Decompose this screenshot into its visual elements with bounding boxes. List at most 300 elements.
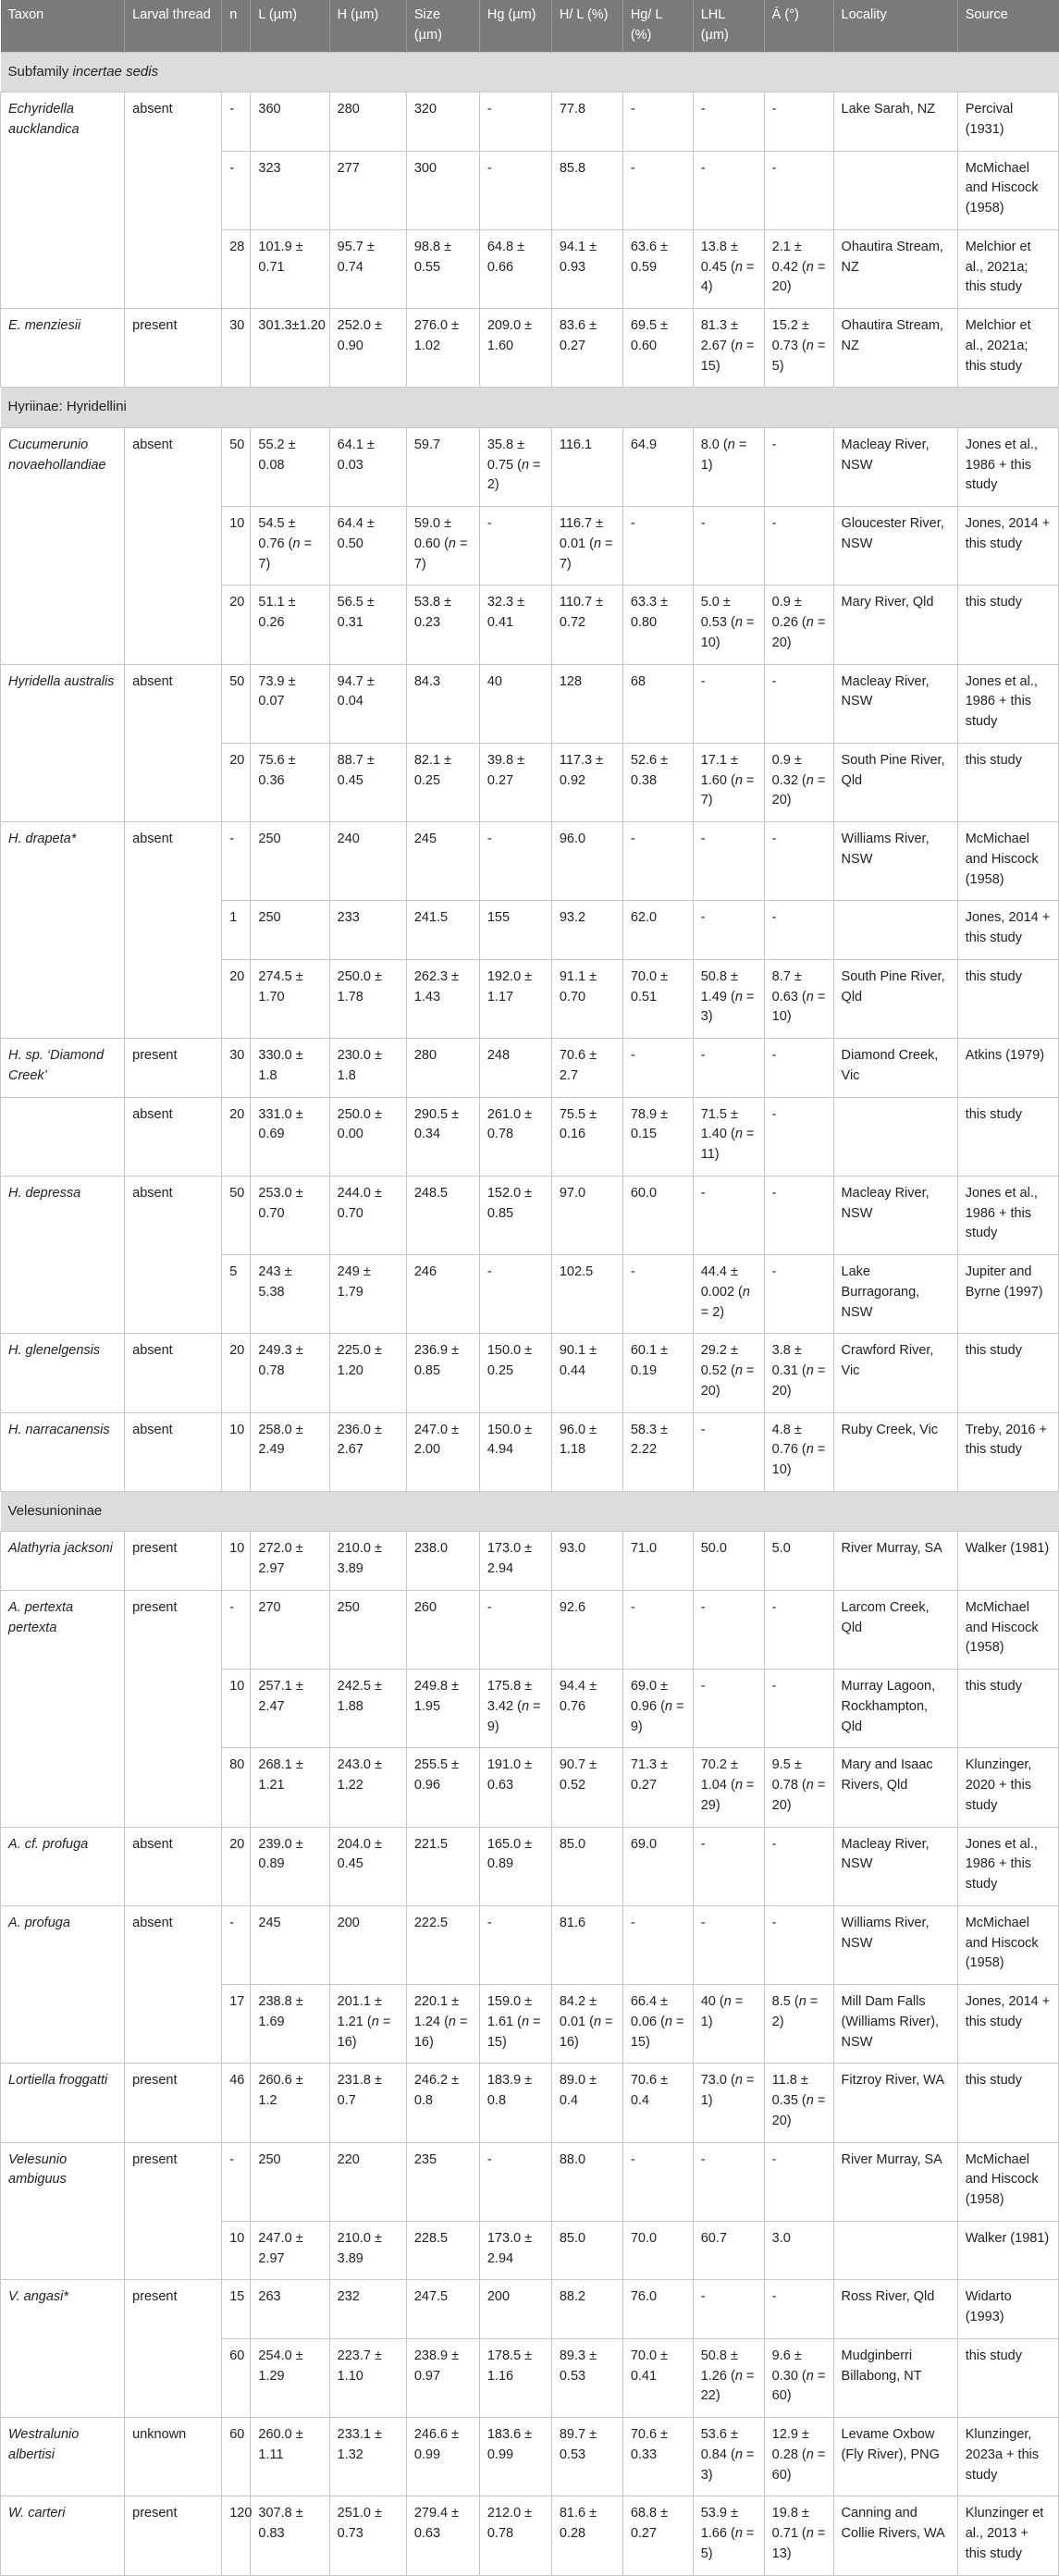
locality: South Pine River, Qld <box>833 743 957 821</box>
larval-thread: absent <box>125 1097 222 1176</box>
cell-l: 239.0 ± 0.89 <box>251 1827 329 1905</box>
cell-size: 246.2 ± 0.8 <box>406 2064 479 2142</box>
cell-lhl: - <box>693 2142 764 2221</box>
cell-hg: 212.0 ± 0.78 <box>479 2496 551 2575</box>
table-row <box>1 664 1059 743</box>
cell-lhl: - <box>693 92 764 152</box>
table-row <box>1 92 1059 152</box>
larval-thread: absent <box>125 1905 222 2064</box>
locality <box>833 2221 957 2280</box>
cell-h: 231.8 ± 0.7 <box>329 2064 406 2142</box>
cell-l: 360 <box>251 92 329 152</box>
larval-thread: present <box>125 1532 222 1591</box>
cell-hl: 117.3 ± 0.92 <box>551 743 622 821</box>
cell-hg: - <box>479 92 551 152</box>
cell-size: 53.8 ± 0.23 <box>406 585 479 664</box>
cell-hg: - <box>479 822 551 901</box>
cell-hgl: - <box>622 1039 693 1098</box>
larval-thread: present <box>125 1039 222 1098</box>
cell-l: 270 <box>251 1590 329 1669</box>
table-row <box>1 822 1059 901</box>
cell-a: 19.8 ± 0.71 (n = 13) <box>764 2496 833 2575</box>
cell-lhl: 13.8 ± 0.45 (n = 4) <box>693 229 764 308</box>
cell-hl: 85.0 <box>551 2221 622 2280</box>
larval-thread: absent <box>125 1412 222 1491</box>
cell-l: 250 <box>251 2142 329 2221</box>
cell-hg: - <box>479 1905 551 1984</box>
cell-hl: 89.0 ± 0.4 <box>551 2064 622 2142</box>
cell-hl: 110.7 ± 0.72 <box>551 585 622 664</box>
cell-l: 301.3±1.20 <box>251 309 329 388</box>
cell-h: 220 <box>329 2142 406 2221</box>
cell-h: 64.1 ± 0.03 <box>329 427 406 506</box>
cell-l: 254.0 ± 1.29 <box>251 2338 329 2417</box>
cell-h: 225.0 ± 1.20 <box>329 1334 406 1412</box>
source: Klunzinger et al., 2013 + this study <box>957 2496 1058 2575</box>
larval-thread: absent <box>125 1827 222 1905</box>
cell-a: 9.5 ± 0.78 (n = 20) <box>764 1748 833 1827</box>
table-row <box>1 1827 1059 1905</box>
cell-size: 228.5 <box>406 2221 479 2280</box>
locality: South Pine River, Qld <box>833 959 957 1038</box>
column-header: Hg (µm) <box>479 0 551 52</box>
cell-hg: 150.0 ± 0.25 <box>479 1334 551 1412</box>
locality <box>833 151 957 229</box>
cell-lhl: - <box>693 151 764 229</box>
cell-a: 0.9 ± 0.26 (n = 20) <box>764 585 833 664</box>
source: Walker (1981) <box>957 2221 1058 2280</box>
locality: Murray Lagoon, Rockhampton, Qld <box>833 1670 957 1748</box>
cell-hl: 94.4 ± 0.76 <box>551 1670 622 1748</box>
cell-n: 10 <box>222 1670 251 1748</box>
cell-n: 50 <box>222 1176 251 1254</box>
cell-h: 252.0 ± 0.90 <box>329 309 406 388</box>
cell-n: - <box>222 2142 251 2221</box>
cell-hgl: 68.8 ± 0.27 <box>622 2496 693 2575</box>
cell-h: 94.7 ± 0.04 <box>329 664 406 743</box>
cell-l: 75.6 ± 0.36 <box>251 743 329 821</box>
cell-hgl: 69.0 ± 0.96 (n = 9) <box>622 1670 693 1748</box>
cell-a: 12.9 ± 0.28 (n = 60) <box>764 2418 833 2496</box>
cell-hgl: - <box>622 1905 693 1984</box>
taxon-name: H. glenelgensis <box>1 1334 125 1412</box>
column-header: L (µm) <box>251 0 329 52</box>
cell-hl: 102.5 <box>551 1255 622 1334</box>
cell-a: 5.0 <box>764 1532 833 1591</box>
source: Percival (1931) <box>957 92 1058 152</box>
cell-hg: 152.0 ± 0.85 <box>479 1176 551 1254</box>
taxon-name: W. carteri <box>1 2496 125 2575</box>
cell-hg: 183.9 ± 0.8 <box>479 2064 551 2142</box>
cell-lhl: - <box>693 1905 764 1984</box>
source: Jones, 2014 + this study <box>957 901 1058 960</box>
cell-hgl: 78.9 ± 0.15 <box>622 1097 693 1176</box>
cell-hgl: 63.3 ± 0.80 <box>622 585 693 664</box>
cell-n: 60 <box>222 2418 251 2496</box>
column-header: Taxon <box>1 0 125 52</box>
cell-l: 331.0 ± 0.69 <box>251 1097 329 1176</box>
cell-h: 250.0 ± 0.00 <box>329 1097 406 1176</box>
cell-hl: 116.7 ± 0.01 (n = 7) <box>551 507 622 585</box>
cell-hl: 93.0 <box>551 1532 622 1591</box>
cell-hg: 39.8 ± 0.27 <box>479 743 551 821</box>
cell-l: 330.0 ± 1.8 <box>251 1039 329 1098</box>
locality: Ohautira Stream, NZ <box>833 229 957 308</box>
table-row <box>1 427 1059 506</box>
cell-size: 279.4 ± 0.63 <box>406 2496 479 2575</box>
cell-size: 238.9 ± 0.97 <box>406 2338 479 2417</box>
cell-lhl: - <box>693 1827 764 1905</box>
larval-thread: present <box>125 2280 222 2418</box>
cell-hgl: 60.0 <box>622 1176 693 1254</box>
cell-hl: 81.6 ± 0.28 <box>551 2496 622 2575</box>
cell-hl: 128 <box>551 664 622 743</box>
source: Jones et al., 1986 + this study <box>957 427 1058 506</box>
source: McMichael and Hiscock (1958) <box>957 151 1058 229</box>
cell-a: 15.2 ± 0.73 (n = 5) <box>764 309 833 388</box>
cell-lhl: 40 (n = 1) <box>693 1985 764 2064</box>
cell-hgl: - <box>622 92 693 152</box>
cell-l: 258.0 ± 2.49 <box>251 1412 329 1491</box>
cell-lhl: - <box>693 2280 764 2339</box>
cell-h: 233 <box>329 901 406 960</box>
cell-n: 60 <box>222 2338 251 2417</box>
cell-size: 280 <box>406 1039 479 1098</box>
cell-size: 221.5 <box>406 1827 479 1905</box>
locality: Ruby Creek, Vic <box>833 1412 957 1491</box>
cell-lhl: - <box>693 507 764 585</box>
table-row <box>1 1590 1059 1669</box>
larval-thread: absent <box>125 664 222 822</box>
locality: Williams River, NSW <box>833 822 957 901</box>
cell-size: 84.3 <box>406 664 479 743</box>
cell-l: 54.5 ± 0.76 (n = 7) <box>251 507 329 585</box>
header-row <box>1 0 1059 52</box>
cell-hgl: - <box>622 822 693 901</box>
section-title <box>1 52 1059 92</box>
larval-thread: present <box>125 2064 222 2142</box>
cell-hgl: 66.4 ± 0.06 (n = 15) <box>622 1985 693 2064</box>
cell-n: 20 <box>222 1334 251 1412</box>
cell-n: 17 <box>222 1985 251 2064</box>
column-header: Larval thread <box>125 0 222 52</box>
cell-hg: - <box>479 151 551 229</box>
cell-size: 220.1 ± 1.24 (n = 16) <box>406 1985 479 2064</box>
cell-hg: 165.0 ± 0.89 <box>479 1827 551 1905</box>
cell-h: 249 ± 1.79 <box>329 1255 406 1334</box>
cell-h: 244.0 ± 0.70 <box>329 1176 406 1254</box>
cell-hgl: - <box>622 151 693 229</box>
cell-hg: - <box>479 1590 551 1669</box>
larval-thread: absent <box>125 1176 222 1334</box>
cell-size: 247.0 ± 2.00 <box>406 1412 479 1491</box>
cell-l: 263 <box>251 2280 329 2339</box>
cell-n: 10 <box>222 2221 251 2280</box>
cell-n: - <box>222 822 251 901</box>
cell-hg: 173.0 ± 2.94 <box>479 1532 551 1591</box>
cell-a: - <box>764 507 833 585</box>
cell-n: 30 <box>222 309 251 388</box>
locality: Mudginberri Billabong, NT <box>833 2338 957 2417</box>
column-header: LHL (µm) <box>693 0 764 52</box>
taxon-name: Echyridella aucklandica <box>1 92 125 309</box>
source: Klunzinger, 2023a + this study <box>957 2418 1058 2496</box>
taxon-name: E. menziesii <box>1 309 125 388</box>
cell-hg: 159.0 ± 1.61 (n = 15) <box>479 1985 551 2064</box>
locality: Macleay River, NSW <box>833 1827 957 1905</box>
cell-hl: 90.7 ± 0.52 <box>551 1748 622 1827</box>
cell-n: 28 <box>222 229 251 308</box>
cell-hg: - <box>479 1255 551 1334</box>
cell-hl: 91.1 ± 0.70 <box>551 959 622 1038</box>
cell-size: 248.5 <box>406 1176 479 1254</box>
cell-size: 260 <box>406 1590 479 1669</box>
locality: Canning and Collie Rivers, WA <box>833 2496 957 2575</box>
cell-a: - <box>764 1255 833 1334</box>
cell-n: 20 <box>222 1097 251 1176</box>
locality <box>833 1097 957 1176</box>
table-row <box>1 2280 1059 2339</box>
taxon-name: Velesunio ambiguus <box>1 2142 125 2280</box>
cell-hgl: 58.3 ± 2.22 <box>622 1412 693 1491</box>
column-header: H (µm) <box>329 0 406 52</box>
cell-l: 323 <box>251 151 329 229</box>
cell-hg: 209.0 ± 1.60 <box>479 309 551 388</box>
cell-lhl: - <box>693 1039 764 1098</box>
locality: Fitzroy River, WA <box>833 2064 957 2142</box>
larval-thread: absent <box>125 822 222 1039</box>
cell-size: 255.5 ± 0.96 <box>406 1748 479 1827</box>
table-body <box>1 52 1059 2575</box>
cell-h: 201.1 ± 1.21 (n = 16) <box>329 1985 406 2064</box>
section-title-text: Subfamily <box>7 63 73 80</box>
source: this study <box>957 2064 1058 2142</box>
cell-hgl: 70.0 ± 0.51 <box>622 959 693 1038</box>
cell-a: 4.8 ± 0.76 (n = 10) <box>764 1412 833 1491</box>
cell-hl: 89.7 ± 0.53 <box>551 2418 622 2496</box>
cell-n: 50 <box>222 427 251 506</box>
taxon-name: Lortiella froggatti <box>1 2064 125 2142</box>
locality: Macleay River, NSW <box>833 664 957 743</box>
table-row <box>1 1412 1059 1491</box>
cell-hg: 200 <box>479 2280 551 2339</box>
cell-n: 46 <box>222 2064 251 2142</box>
table-row <box>1 1097 1059 1176</box>
column-header: H/ L (%) <box>551 0 622 52</box>
larval-thread: absent <box>125 1334 222 1412</box>
cell-hl: 96.0 <box>551 822 622 901</box>
cell-l: 257.1 ± 2.47 <box>251 1670 329 1748</box>
cell-hl: 88.0 <box>551 2142 622 2221</box>
source: this study <box>957 743 1058 821</box>
column-header: Hg/ L (%) <box>622 0 693 52</box>
cell-size: 246.6 ± 0.99 <box>406 2418 479 2496</box>
cell-h: 223.7 ± 1.10 <box>329 2338 406 2417</box>
source: Melchior et al., 2021a; this study <box>957 309 1058 388</box>
column-header: Size (µm) <box>406 0 479 52</box>
larval-thread: present <box>125 1590 222 1827</box>
taxon-name: H. narracanensis <box>1 1412 125 1491</box>
cell-l: 253.0 ± 0.70 <box>251 1176 329 1254</box>
table-row <box>1 1905 1059 1984</box>
cell-hgl: - <box>622 1590 693 1669</box>
table-row <box>1 2142 1059 2221</box>
table-row <box>1 2064 1059 2142</box>
cell-a: 8.7 ± 0.63 (n = 10) <box>764 959 833 1038</box>
cell-hgl: - <box>622 1255 693 1334</box>
cell-hg: 248 <box>479 1039 551 1098</box>
cell-l: 101.9 ± 0.71 <box>251 229 329 308</box>
cell-a: - <box>764 1670 833 1748</box>
cell-l: 247.0 ± 2.97 <box>251 2221 329 2280</box>
cell-l: 260.6 ± 1.2 <box>251 2064 329 2142</box>
cell-a: - <box>764 1905 833 1984</box>
cell-hgl: 69.0 <box>622 1827 693 1905</box>
cell-n: 5 <box>222 1255 251 1334</box>
table-row <box>1 1532 1059 1591</box>
source: this study <box>957 1670 1058 1748</box>
source: Widarto (1993) <box>957 2280 1058 2339</box>
cell-l: 249.3 ± 0.78 <box>251 1334 329 1412</box>
cell-n: - <box>222 151 251 229</box>
section-header-row <box>1 388 1059 428</box>
cell-lhl: 5.0 ± 0.53 (n = 10) <box>693 585 764 664</box>
source: Walker (1981) <box>957 1532 1058 1591</box>
cell-size: 290.5 ± 0.34 <box>406 1097 479 1176</box>
cell-hl: 92.6 <box>551 1590 622 1669</box>
locality: Lake Burragorang, NSW <box>833 1255 957 1334</box>
cell-size: 59.0 ± 0.60 (n = 7) <box>406 507 479 585</box>
locality: Macleay River, NSW <box>833 427 957 506</box>
cell-size: 82.1 ± 0.25 <box>406 743 479 821</box>
section-title-text: Velesunioninae <box>7 1502 103 1519</box>
cell-size: 222.5 <box>406 1905 479 1984</box>
source: Klunzinger, 2020 + this study <box>957 1748 1058 1827</box>
column-header: Source <box>957 0 1058 52</box>
cell-size: 98.8 ± 0.55 <box>406 229 479 308</box>
cell-lhl: 70.2 ± 1.04 (n = 29) <box>693 1748 764 1827</box>
cell-h: 251.0 ± 0.73 <box>329 2496 406 2575</box>
locality: Mary River, Qld <box>833 585 957 664</box>
section-title-text: Hyriinae: Hyridellini <box>7 399 127 415</box>
cell-size: 246 <box>406 1255 479 1334</box>
cell-hg: 183.6 ± 0.99 <box>479 2418 551 2496</box>
source: Melchior et al., 2021a; this study <box>957 229 1058 308</box>
cell-hgl: 70.6 ± 0.4 <box>622 2064 693 2142</box>
cell-lhl: 73.0 (n = 1) <box>693 2064 764 2142</box>
cell-lhl: - <box>693 901 764 960</box>
cell-hg: 175.8 ± 3.42 (n = 9) <box>479 1670 551 1748</box>
cell-size: 300 <box>406 151 479 229</box>
column-header: n <box>222 0 251 52</box>
source: Jones et al., 1986 + this study <box>957 1827 1058 1905</box>
section-header-row <box>1 52 1059 92</box>
source: McMichael and Hiscock (1958) <box>957 1590 1058 1669</box>
cell-hl: 116.1 <box>551 427 622 506</box>
taxon-name: V. angasi* <box>1 2280 125 2418</box>
source: this study <box>957 1097 1058 1176</box>
cell-hgl: 52.6 ± 0.38 <box>622 743 693 821</box>
cell-lhl: 29.2 ± 0.52 (n = 20) <box>693 1334 764 1412</box>
cell-hgl: 68 <box>622 664 693 743</box>
cell-h: 250.0 ± 1.78 <box>329 959 406 1038</box>
cell-h: 240 <box>329 822 406 901</box>
cell-hg: 40 <box>479 664 551 743</box>
locality: Gloucester River, NSW <box>833 507 957 585</box>
taxon-name: Westralunio albertisi <box>1 2418 125 2496</box>
cell-hl: 96.0 ± 1.18 <box>551 1412 622 1491</box>
cell-h: 64.4 ± 0.50 <box>329 507 406 585</box>
locality <box>833 901 957 960</box>
cell-h: 210.0 ± 3.89 <box>329 1532 406 1591</box>
cell-n: - <box>222 1590 251 1669</box>
taxon-name <box>1 1097 125 1176</box>
cell-hl: 97.0 <box>551 1176 622 1254</box>
cell-hg: 155 <box>479 901 551 960</box>
cell-n: 10 <box>222 507 251 585</box>
cell-hg: 173.0 ± 2.94 <box>479 2221 551 2280</box>
cell-l: 243 ± 5.38 <box>251 1255 329 1334</box>
source: McMichael and Hiscock (1958) <box>957 1905 1058 1984</box>
larval-thread: absent <box>125 427 222 664</box>
cell-hgl: 64.9 <box>622 427 693 506</box>
cell-hg: 35.8 ± 0.75 (n = 2) <box>479 427 551 506</box>
larval-thread: present <box>125 309 222 388</box>
taxon-name: H. sp. ‘Diamond Creek’ <box>1 1039 125 1098</box>
cell-a: 3.0 <box>764 2221 833 2280</box>
cell-lhl: 60.7 <box>693 2221 764 2280</box>
cell-a: 8.5 (n = 2) <box>764 1985 833 2064</box>
cell-n: 15 <box>222 2280 251 2339</box>
locality: Ohautira Stream, NZ <box>833 309 957 388</box>
cell-h: 242.5 ± 1.88 <box>329 1670 406 1748</box>
cell-n: 120 <box>222 2496 251 2575</box>
cell-hgl: - <box>622 507 693 585</box>
cell-size: 59.7 <box>406 427 479 506</box>
cell-hgl: 63.6 ± 0.59 <box>622 229 693 308</box>
cell-h: 233.1 ± 1.32 <box>329 2418 406 2496</box>
cell-lhl: 50.0 <box>693 1532 764 1591</box>
cell-l: 250 <box>251 822 329 901</box>
cell-size: 241.5 <box>406 901 479 960</box>
cell-size: 235 <box>406 2142 479 2221</box>
source: Jupiter and Byrne (1997) <box>957 1255 1058 1334</box>
table-row <box>1 2418 1059 2496</box>
cell-hgl: 69.5 ± 0.60 <box>622 309 693 388</box>
table-row <box>1 2496 1059 2575</box>
source: Treby, 2016 + this study <box>957 1412 1058 1491</box>
cell-size: 236.9 ± 0.85 <box>406 1334 479 1412</box>
cell-hl: 85.8 <box>551 151 622 229</box>
cell-l: 55.2 ± 0.08 <box>251 427 329 506</box>
cell-lhl: 81.3 ± 2.67 (n = 15) <box>693 309 764 388</box>
cell-lhl: - <box>693 1412 764 1491</box>
cell-lhl: 53.6 ± 0.84 (n = 3) <box>693 2418 764 2496</box>
cell-size: 238.0 <box>406 1532 479 1591</box>
taxon-name: H. depressa <box>1 1176 125 1334</box>
cell-n: 1 <box>222 901 251 960</box>
source: McMichael and Hiscock (1958) <box>957 822 1058 901</box>
locality: River Murray, SA <box>833 1532 957 1591</box>
cell-hl: 70.6 ± 2.7 <box>551 1039 622 1098</box>
cell-lhl: 44.4 ± 0.002 (n = 2) <box>693 1255 764 1334</box>
cell-h: 280 <box>329 92 406 152</box>
source: Jones, 2014 + this study <box>957 1985 1058 2064</box>
cell-lhl: 8.0 (n = 1) <box>693 427 764 506</box>
taxon-name: H. drapeta* <box>1 822 125 1039</box>
taxon-name: A. profuga <box>1 1905 125 2064</box>
locality: Levame Oxbow (Fly River), PNG <box>833 2418 957 2496</box>
